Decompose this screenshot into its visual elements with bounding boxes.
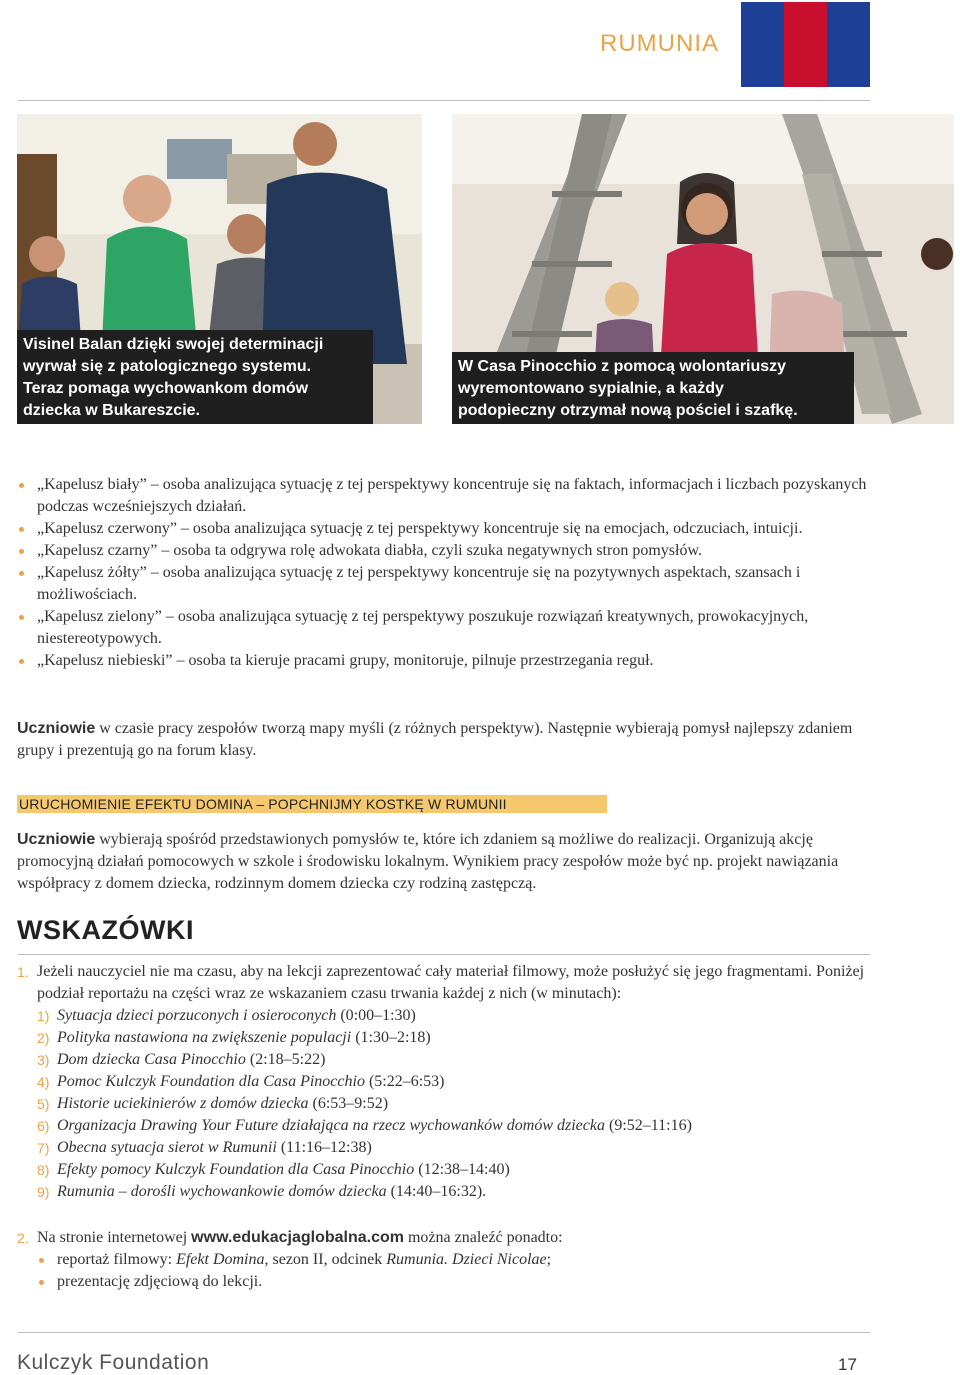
part-time: (9:52–11:16) bbox=[604, 1117, 692, 1134]
caption-line: wyrwał się z patologicznego systemu. bbox=[23, 358, 312, 375]
bullet-dot bbox=[19, 615, 24, 620]
flag-blue-band-right bbox=[827, 2, 870, 87]
part-time: (5:22–6:53) bbox=[364, 1073, 445, 1090]
caption-line: W Casa Pinocchio z pomocą wolontariuszy bbox=[458, 358, 787, 375]
part-number: 1) bbox=[37, 1008, 50, 1024]
film-part bbox=[37, 1159, 867, 1181]
film-part bbox=[37, 1115, 867, 1137]
caption-line: Teraz pomaga wychowankom domów bbox=[23, 380, 309, 397]
bullet-dot bbox=[19, 483, 24, 488]
list-item-text: prezentację zdjęciową do lekcji. bbox=[57, 1273, 263, 1290]
part-title: Efekty pomocy Kulczyk Foundation dla Casa Pinocchio bbox=[57, 1161, 415, 1178]
hats-list bbox=[17, 474, 867, 672]
caption-line: Visinel Balan dzięki swojej determinacji bbox=[23, 336, 324, 353]
film-part bbox=[37, 1049, 867, 1071]
film-part bbox=[37, 1027, 867, 1049]
tips-heading: WSKAZÓWKI bbox=[17, 915, 194, 945]
photo-caption bbox=[452, 352, 854, 424]
part-time: (0:00–1:30) bbox=[336, 1007, 416, 1024]
tip-text-suffix: można znaleźć ponadto: bbox=[403, 1229, 563, 1246]
film-part bbox=[37, 1005, 867, 1027]
tips-divider bbox=[18, 954, 870, 955]
photo-visinel bbox=[17, 114, 422, 424]
part-title: Rumunia – dorośli wychowankowie domów dziecka bbox=[57, 1183, 387, 1200]
paragraph-students bbox=[17, 829, 867, 895]
page-number: 17 bbox=[838, 1355, 857, 1374]
list-item-text: , sezon II, odcinek bbox=[264, 1251, 387, 1268]
romania-flag bbox=[741, 2, 870, 87]
part-title: Dom dziecka Casa Pinocchio bbox=[57, 1051, 246, 1068]
list-item bbox=[17, 562, 867, 606]
film-part bbox=[37, 1137, 867, 1159]
bullet-dot bbox=[19, 571, 24, 576]
list-item-text: „Kapelusz czerwony” – osoba analizująca sytuację z tej perspektywy koncentruje się na emocjach, odczuciach, intuicji. bbox=[37, 520, 803, 537]
list-item bbox=[17, 650, 867, 672]
film-part bbox=[37, 1181, 867, 1203]
photo-caption bbox=[17, 330, 373, 424]
list-item-text: „Kapelusz niebieski” – osoba ta kieruje pracami grupy, monitoruje, pilnuje przestrzegania reguł. bbox=[37, 652, 654, 669]
part-number: 3) bbox=[37, 1052, 50, 1068]
list-item-text: „Kapelusz żółty” – osoba analizująca sytuację z tej perspektywy koncentruje się na pozytywnych aspektach, szansach i możliwościach. bbox=[37, 564, 801, 603]
list-item-text: „Kapelusz zielony” – osoba analizująca sytuację z tej perspektywy poszukuje rozwiązań kreatywnych, prowokacyjnych, niestereotypowych. bbox=[37, 608, 809, 647]
paragraph-lead: Uczniowie bbox=[17, 720, 96, 737]
paragraph-text: w czasie pracy zespołów tworzą mapy myśli (z różnych perspektyw). Następnie wybierają pomysł najlepszy zdaniem grupy i prezentują go na forum klasy. bbox=[17, 720, 853, 759]
part-title: Sytuacja dzieci porzuconych i osieroconych bbox=[57, 1007, 337, 1024]
part-title: Pomoc Kulczyk Foundation dla Casa Pinocchio bbox=[57, 1073, 365, 1090]
part-title: Organizacja Drawing Your Future działająca na rzecz wychowanków domów dziecka bbox=[57, 1117, 605, 1134]
list-item-text: „Kapelusz czarny” – osoba ta odgrywa rolę adwokata diabła, czyli szuka negatywnych stron pomysłów. bbox=[37, 542, 702, 559]
bullet-dot bbox=[19, 549, 24, 554]
part-time: (6:53–9:52) bbox=[308, 1095, 389, 1112]
film-part bbox=[37, 1093, 867, 1115]
part-number: 7) bbox=[37, 1140, 50, 1156]
list-item bbox=[17, 540, 867, 562]
list-item bbox=[17, 474, 867, 518]
top-divider bbox=[18, 100, 870, 101]
section-banner-text: URUCHOMIENIE EFEKTU DOMINA – POPCHNIJMY KOSTKĘ W RUMUNII bbox=[19, 796, 507, 812]
tip-text-prefix: Na stronie internetowej bbox=[37, 1229, 192, 1246]
flag-red-band bbox=[784, 2, 827, 87]
flag-blue-band bbox=[741, 2, 784, 87]
list-item-text: ; bbox=[546, 1251, 552, 1268]
list-item bbox=[37, 1249, 867, 1271]
tip-number: 2. bbox=[17, 1230, 29, 1246]
paragraph-lead: Uczniowie bbox=[17, 831, 96, 848]
list-item-text: reportaż filmowy: bbox=[57, 1251, 177, 1268]
part-title: Obecna sytuacja sierot w Rumunii bbox=[57, 1139, 277, 1156]
part-time: (11:16–12:38) bbox=[276, 1139, 372, 1156]
list-item bbox=[17, 518, 867, 540]
website-link[interactable]: www.edukacjaglobalna.com bbox=[191, 1229, 404, 1246]
bullet-dot bbox=[19, 527, 24, 532]
film-title: Efekt Domina bbox=[176, 1251, 265, 1268]
caption-line: wyremontowano sypialnie, a każdy bbox=[458, 380, 724, 397]
paragraph-mind-maps bbox=[17, 718, 867, 762]
part-title: Historie uciekinierów z domów dziecka bbox=[57, 1095, 309, 1112]
part-number: 6) bbox=[37, 1118, 50, 1134]
part-number: 9) bbox=[37, 1184, 50, 1200]
part-number: 2) bbox=[37, 1030, 50, 1046]
list-item bbox=[37, 1271, 867, 1293]
part-title: Polityka nastawiona na zwiększenie populacji bbox=[57, 1029, 352, 1046]
caption-line: dziecka w Bukareszcie. bbox=[23, 402, 200, 419]
bullet-dot bbox=[19, 659, 24, 664]
bullet-dot bbox=[39, 1258, 44, 1263]
tip-number: 1. bbox=[17, 964, 29, 980]
bullet-dot bbox=[39, 1280, 44, 1285]
part-time: (1:30–2:18) bbox=[351, 1029, 431, 1046]
list-item bbox=[17, 606, 867, 650]
part-time: (14:40–16:32). bbox=[386, 1183, 487, 1200]
caption-line: podopieczny otrzymał nową pościel i szafkę. bbox=[458, 402, 798, 419]
part-time: (2:18–5:22) bbox=[245, 1051, 326, 1068]
part-number: 5) bbox=[37, 1096, 50, 1112]
film-part bbox=[37, 1071, 867, 1093]
list-item-text: „Kapelusz biały” – osoba analizująca sytuację z tej perspektywy koncentruje się na faktach, informacjach i liczbach pozyskanych podczas wcześniejszych działań. bbox=[37, 476, 867, 515]
footer-divider bbox=[18, 1332, 870, 1333]
tip-2 bbox=[17, 1227, 867, 1293]
tip-text bbox=[37, 1227, 867, 1249]
photo-casa-pinocchio bbox=[452, 114, 954, 424]
part-number: 8) bbox=[37, 1162, 50, 1178]
paragraph-text: wybierają spośród przedstawionych pomysłów te, które ich zdaniem są możliwe do realizacji. Organizują akcję promocyjną działań pomocowych w szkole i środowisku lokalnym. Wynikiem pracy zespołów może być np. projekt nawiązania współpracy z domem dziecka, rodzinnym domem dziecka czy rodziną zastępczą. bbox=[17, 831, 839, 892]
tip-1 bbox=[17, 961, 867, 1203]
country-title: RUMUNIA bbox=[600, 30, 719, 57]
tip-text: Jeżeli nauczyciel nie ma czasu, aby na lekcji zaprezentować cały materiał filmowy, może posłużyć się jego fragmentami. Poniżej podział reportażu na części wraz ze wskazaniem czasu trwania każdej z nich (w minutach): bbox=[37, 963, 865, 1002]
footer-organization: Kulczyk Foundation bbox=[17, 1351, 210, 1374]
part-time: (12:38–14:40) bbox=[414, 1161, 510, 1178]
section-banner bbox=[17, 795, 607, 813]
episode-title: Rumunia. Dzieci Nicolae bbox=[386, 1251, 547, 1268]
part-number: 4) bbox=[37, 1074, 50, 1090]
